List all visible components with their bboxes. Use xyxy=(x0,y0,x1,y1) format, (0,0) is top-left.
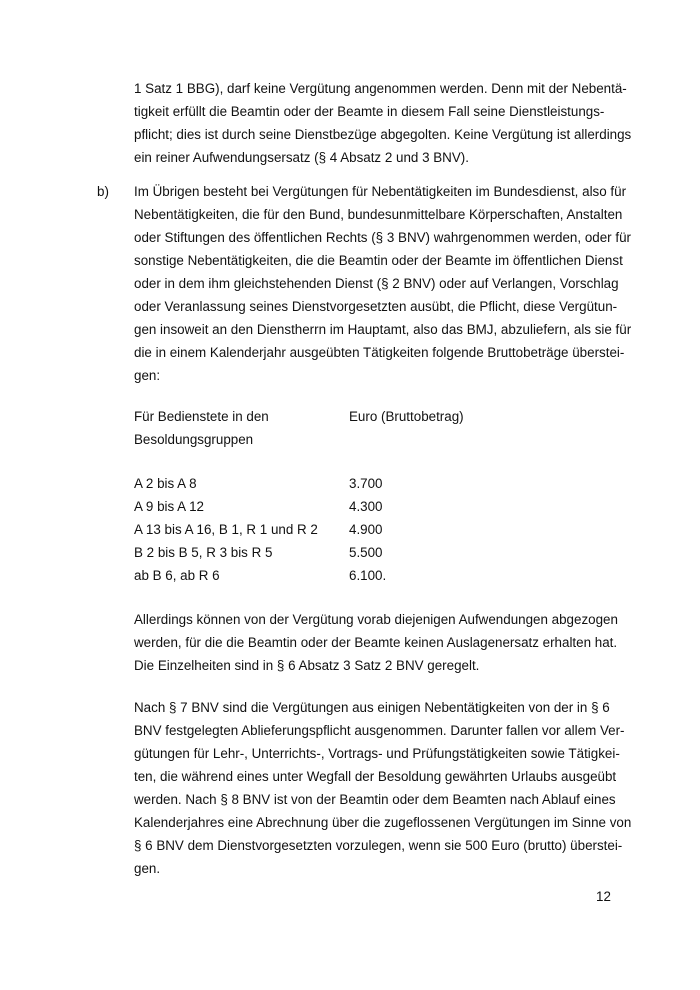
text-line: Nach § 7 BNV sind die Vergütungen aus einigen Nebentätigkeiten von der in § 6 xyxy=(134,700,610,715)
text-line: oder in dem ihm gleichstehenden Dienst (§ 2 BNV) oder auf Verlangen, Vorschlag xyxy=(134,276,619,291)
text-line: oder Stiftungen des öffentlichen Rechts (§ 3 BNV) wahrgenommen werden, oder für xyxy=(134,230,631,245)
text-line: tigkeit erfüllt die Beamtin oder der Beamte in diesem Fall seine Dienstleistungs- xyxy=(134,104,605,119)
text-line: gen. xyxy=(134,861,161,876)
text-line: gütungen für Lehr-, Unterrichts-, Vortrags- und Prüfungstätigkeiten sowie Tätigkei- xyxy=(134,746,620,761)
table-cell-amount: 6.100. xyxy=(349,568,387,583)
table-cell-group: A 9 bis A 12 xyxy=(134,499,204,514)
text-line: Kalenderjahres eine Abrechnung über die zugeflossenen Vergütungen im Sinne von xyxy=(134,815,632,830)
text-line: § 6 BNV dem Dienstvorgesetzten vorzulegen, wenn sie 500 Euro (brutto) überstei- xyxy=(134,838,623,853)
text-line: Allerdings können von der Vergütung vorab diejenigen Aufwendungen abgezogen xyxy=(134,612,618,627)
table-cell-amount: 4.900 xyxy=(349,522,383,537)
text-line: Die Einzelheiten sind in § 6 Absatz 3 Satz 2 BNV geregelt. xyxy=(134,658,480,673)
page-number: 12 xyxy=(596,889,611,904)
text-line: werden, für die die Beamtin oder der Beamte keinen Auslagenersatz erhalten hat. xyxy=(134,635,618,650)
table-cell-group: A 2 bis A 8 xyxy=(134,476,197,491)
table-cell-amount: 4.300 xyxy=(349,499,383,514)
text-line: die in einem Kalenderjahr ausgeübten Tätigkeiten folgende Bruttobeträge überstei- xyxy=(134,345,625,360)
table-header-group: Besoldungsgruppen xyxy=(134,432,254,447)
text-line: ein reiner Aufwendungsersatz (§ 4 Absatz 2 und 3 BNV). xyxy=(134,150,469,165)
table-cell-amount: 5.500 xyxy=(349,545,383,560)
text-line: Nebentätigkeiten, die für den Bund, bundesunmittelbare Körperschaften, Anstalten xyxy=(134,207,623,222)
text-line: sonstige Nebentätigkeiten, die die Beamtin oder der Beamte im öffentlichen Dienst xyxy=(134,253,623,268)
table-cell-group: B 2 bis B 5, R 3 bis R 5 xyxy=(134,545,273,560)
table-header-amount: Euro (Bruttobetrag) xyxy=(349,409,464,424)
text-line: ten, die während eines unter Wegfall der Besoldung gewährten Urlaubs ausgeübt xyxy=(134,769,617,784)
table-cell-group: A 13 bis A 16, B 1, R 1 und R 2 xyxy=(134,522,318,537)
text-line: pflicht; dies ist durch seine Dienstbezüge abgegolten. Keine Vergütung ist allerdings xyxy=(134,127,632,142)
text-line: BNV festgelegten Ablieferungspflicht ausgenommen. Darunter fallen vor allem Ver- xyxy=(134,723,625,738)
table-header-group: Für Bedienstete in den xyxy=(134,409,269,424)
text-line: oder Veranlassung seines Dienstvorgesetzten ausübt, die Pflicht, diese Vergütun- xyxy=(134,299,618,314)
text-line: gen insoweit an den Dienstherrn im Hauptamt, also das BMJ, abzuliefern, als sie für xyxy=(134,322,632,337)
list-marker: b) xyxy=(97,184,109,199)
table-cell-amount: 3.700 xyxy=(349,476,383,491)
text-line: werden. Nach § 8 BNV ist von der Beamtin oder dem Beamten nach Ablauf eines xyxy=(134,792,616,807)
text-line: Im Übrigen besteht bei Vergütungen für Nebentätigkeiten im Bundesdienst, also für xyxy=(134,184,627,199)
table-cell-group: ab B 6, ab R 6 xyxy=(134,568,220,583)
text-line: gen: xyxy=(134,368,161,383)
text-line: 1 Satz 1 BBG), darf keine Vergütung angenommen werden. Denn mit der Nebentä- xyxy=(134,81,627,96)
